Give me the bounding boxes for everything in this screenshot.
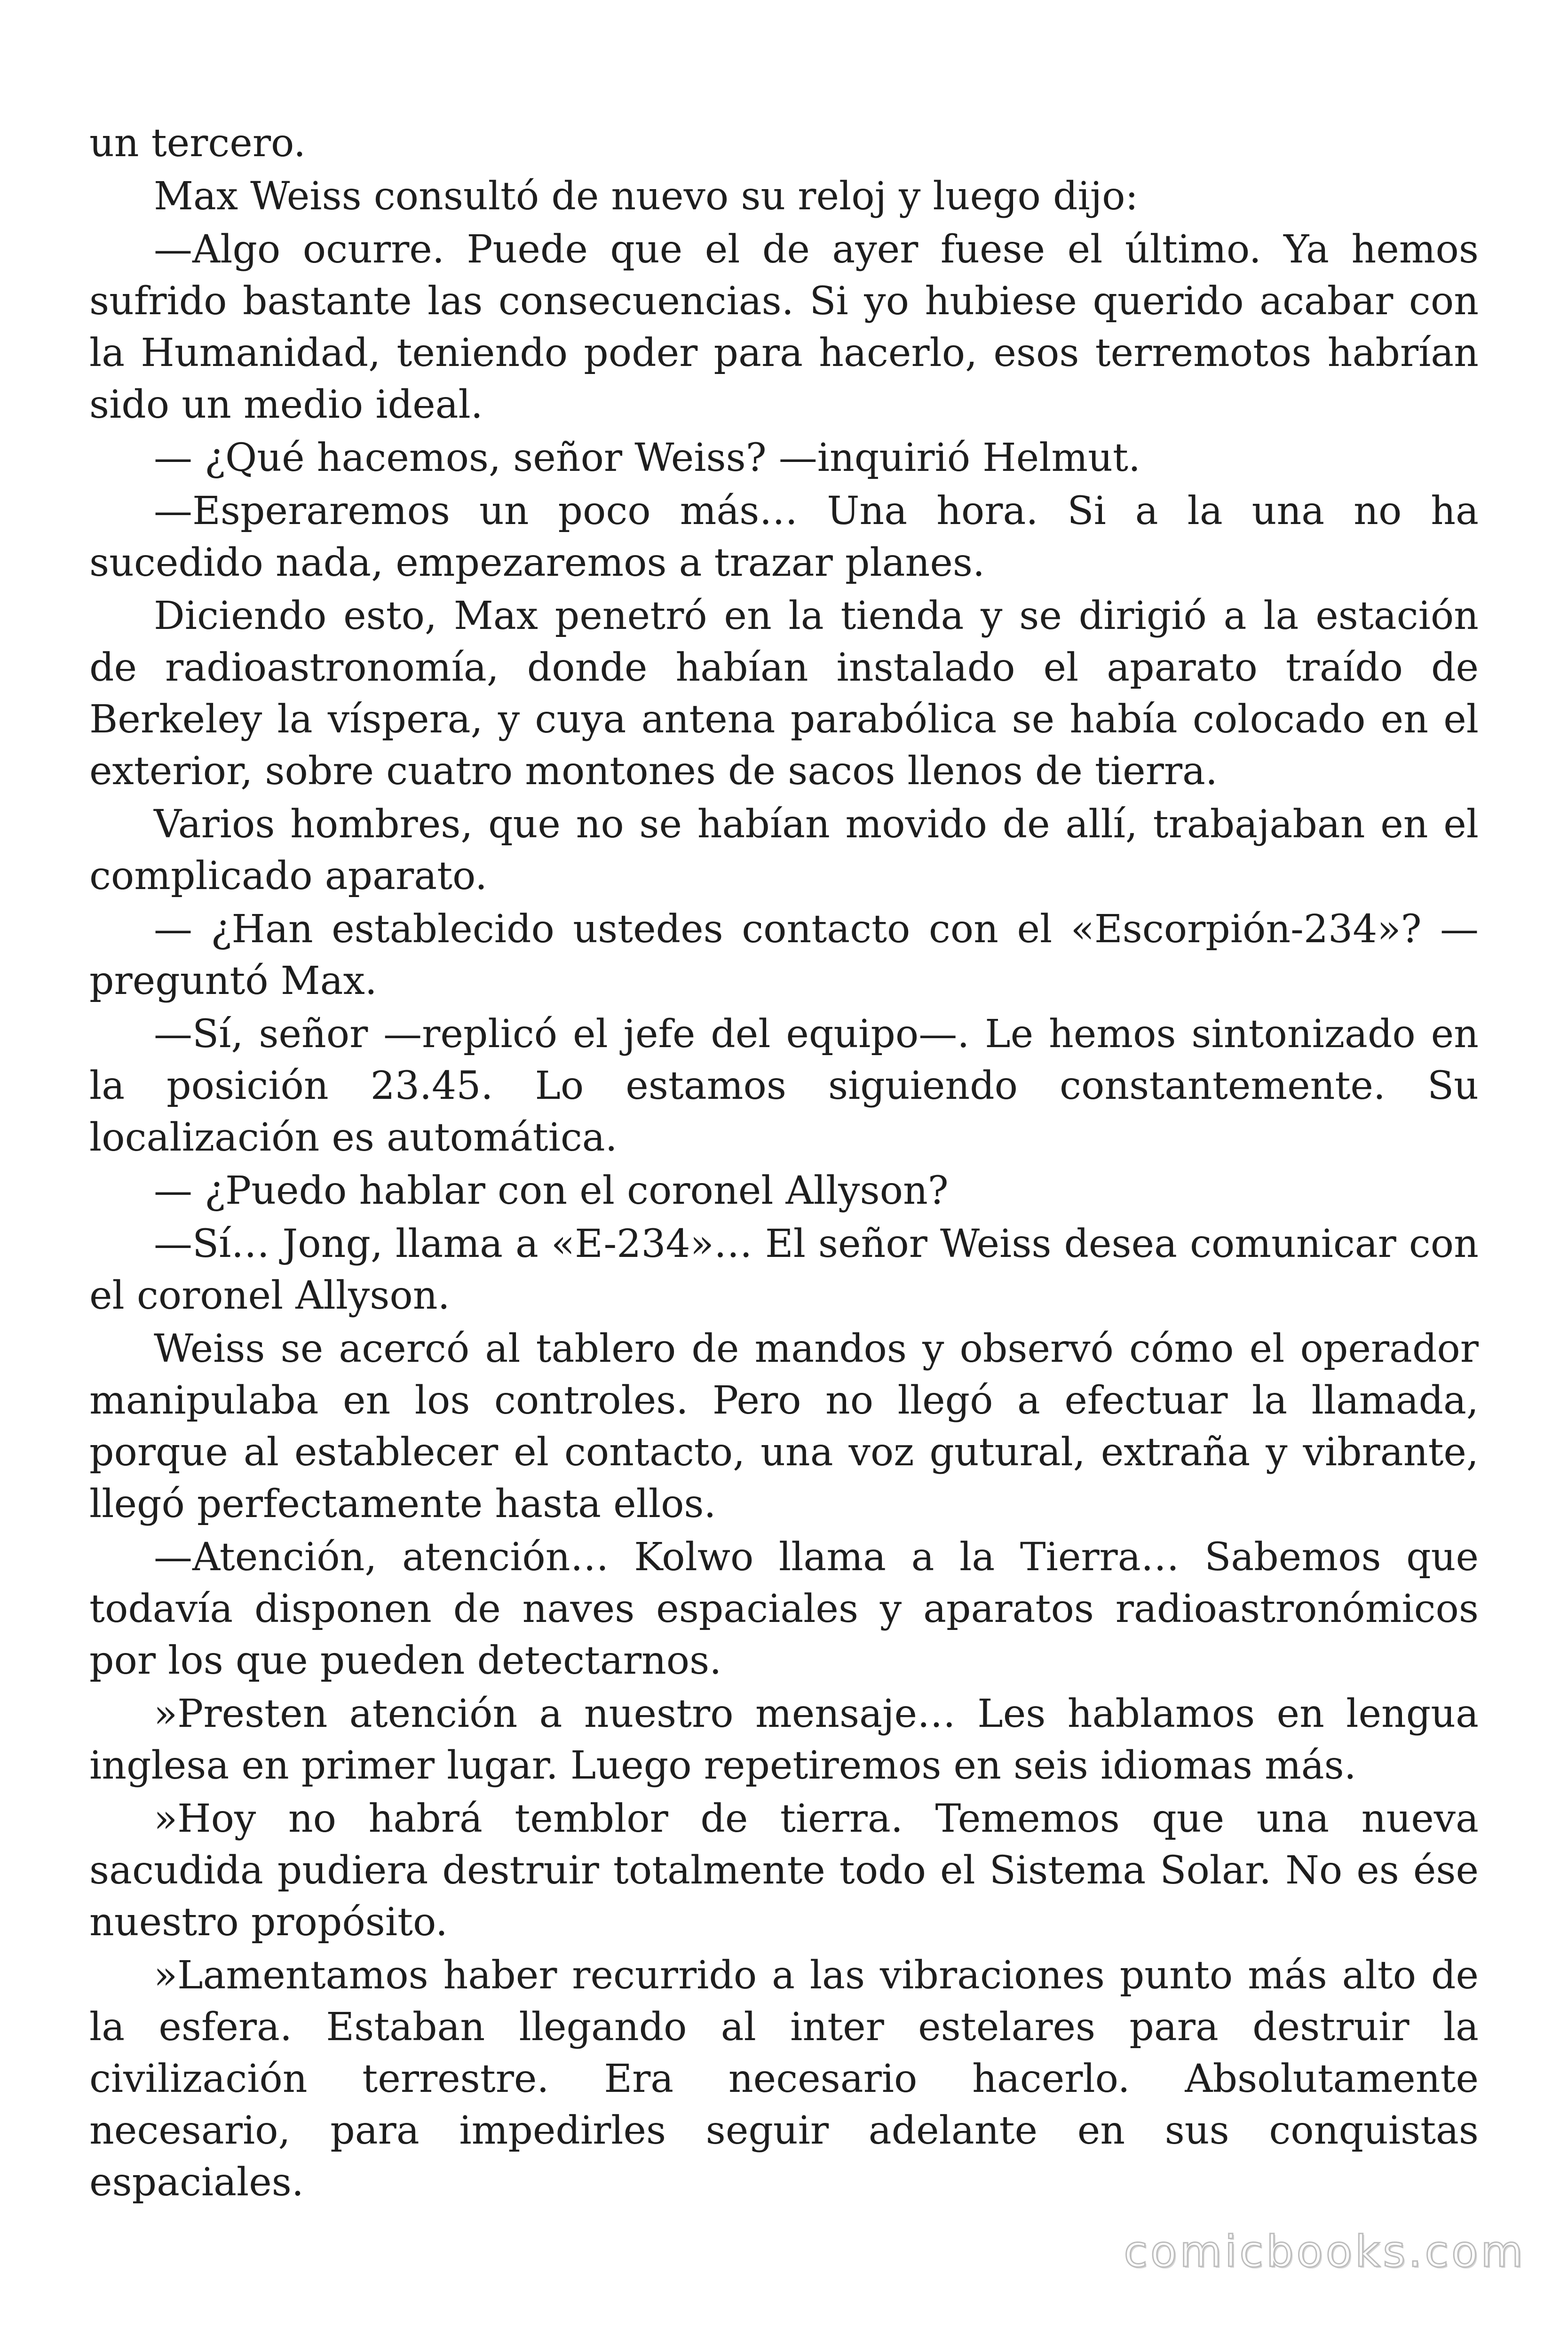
paragraph: —Algo ocurre. Puede que el de ayer fuese el último. Ya hemos sufrido bastante las consecuencias. Si yo hubiese querido acabar con la Humanidad, teniendo poder para hacerlo, esos terremotos habrían sido un medio ideal.: [89, 227, 1479, 427]
paragraph: — ¿Qué hacemos, señor Weiss? —inquirió Helmut.: [154, 436, 1141, 480]
paragraph: —Atención, atención… Kolwo llama a la Tierra… Sabemos que todavía disponen de naves espaciales y aparatos radioastronómicos por los que pueden detectarnos.: [89, 1535, 1479, 1683]
paragraph: — ¿Han establecido ustedes contacto con el «Escorpión-234»? —preguntó Max.: [89, 907, 1479, 1003]
paragraph: »Hoy no habrá temblor de tierra. Tememos que una nueva sacudida pudiera destruir totalmente todo el Sistema Solar. No es ése nuestro propósito.: [89, 1796, 1479, 1945]
watermark: comicbooks.com: [1124, 2226, 1526, 2277]
paragraph: — ¿Puedo hablar con el coronel Allyson?: [154, 1168, 949, 1213]
paragraph: Max Weiss consultó de nuevo su reloj y luego dijo:: [154, 174, 1139, 219]
paragraph: —Sí, señor —replicó el jefe del equipo—. Le hemos sintonizado en la posición 23.45. Lo estamos siguiendo constantemente. Su localización es automática.: [89, 1012, 1479, 1160]
paragraph: Diciendo esto, Max penetró en la tienda y se dirigió a la estación de radioastronomía, donde habían instalado el aparato traído de Berkeley la víspera, y cuya antena parabólica se había colocado en el exterior, sobre cuatro montones de sacos llenos de tierra.: [89, 594, 1479, 794]
paragraph: un tercero.: [89, 121, 306, 166]
paragraph: »Lamentamos haber recurrido a las vibraciones punto más alto de la esfera. Estaban llegando al inter estelares para destruir la civilización terrestre. Era necesario hacerlo. Absolutamente necesario, para impedirles seguir adelante en sus conquistas espaciales.: [89, 1953, 1479, 2205]
paragraph: »Presten atención a nuestro mensaje… Les hablamos en lengua inglesa en primer lugar. Luego repetiremos en seis idiomas más.: [89, 1692, 1479, 1788]
page-body: [89, 118, 1479, 2210]
paragraph: Weiss se acercó al tablero de mandos y observó cómo el operador manipulaba en los controles. Pero no llegó a efectuar la llamada, porque al establecer el contacto, una voz gutural, extraña y vibrante, llegó perfectamente hasta ellos.: [89, 1327, 1479, 1526]
paragraph: Varios hombres, que no se habían movido de allí, trabajaban en el complicado aparato.: [89, 802, 1479, 898]
paragraph: —Esperaremos un poco más… Una hora. Si a la una no ha sucedido nada, empezaremos a trazar planes.: [89, 489, 1479, 585]
paragraph: —Sí… Jong, llama a «E-234»… El señor Weiss desea comunicar con el coronel Allyson.: [89, 1222, 1479, 1318]
